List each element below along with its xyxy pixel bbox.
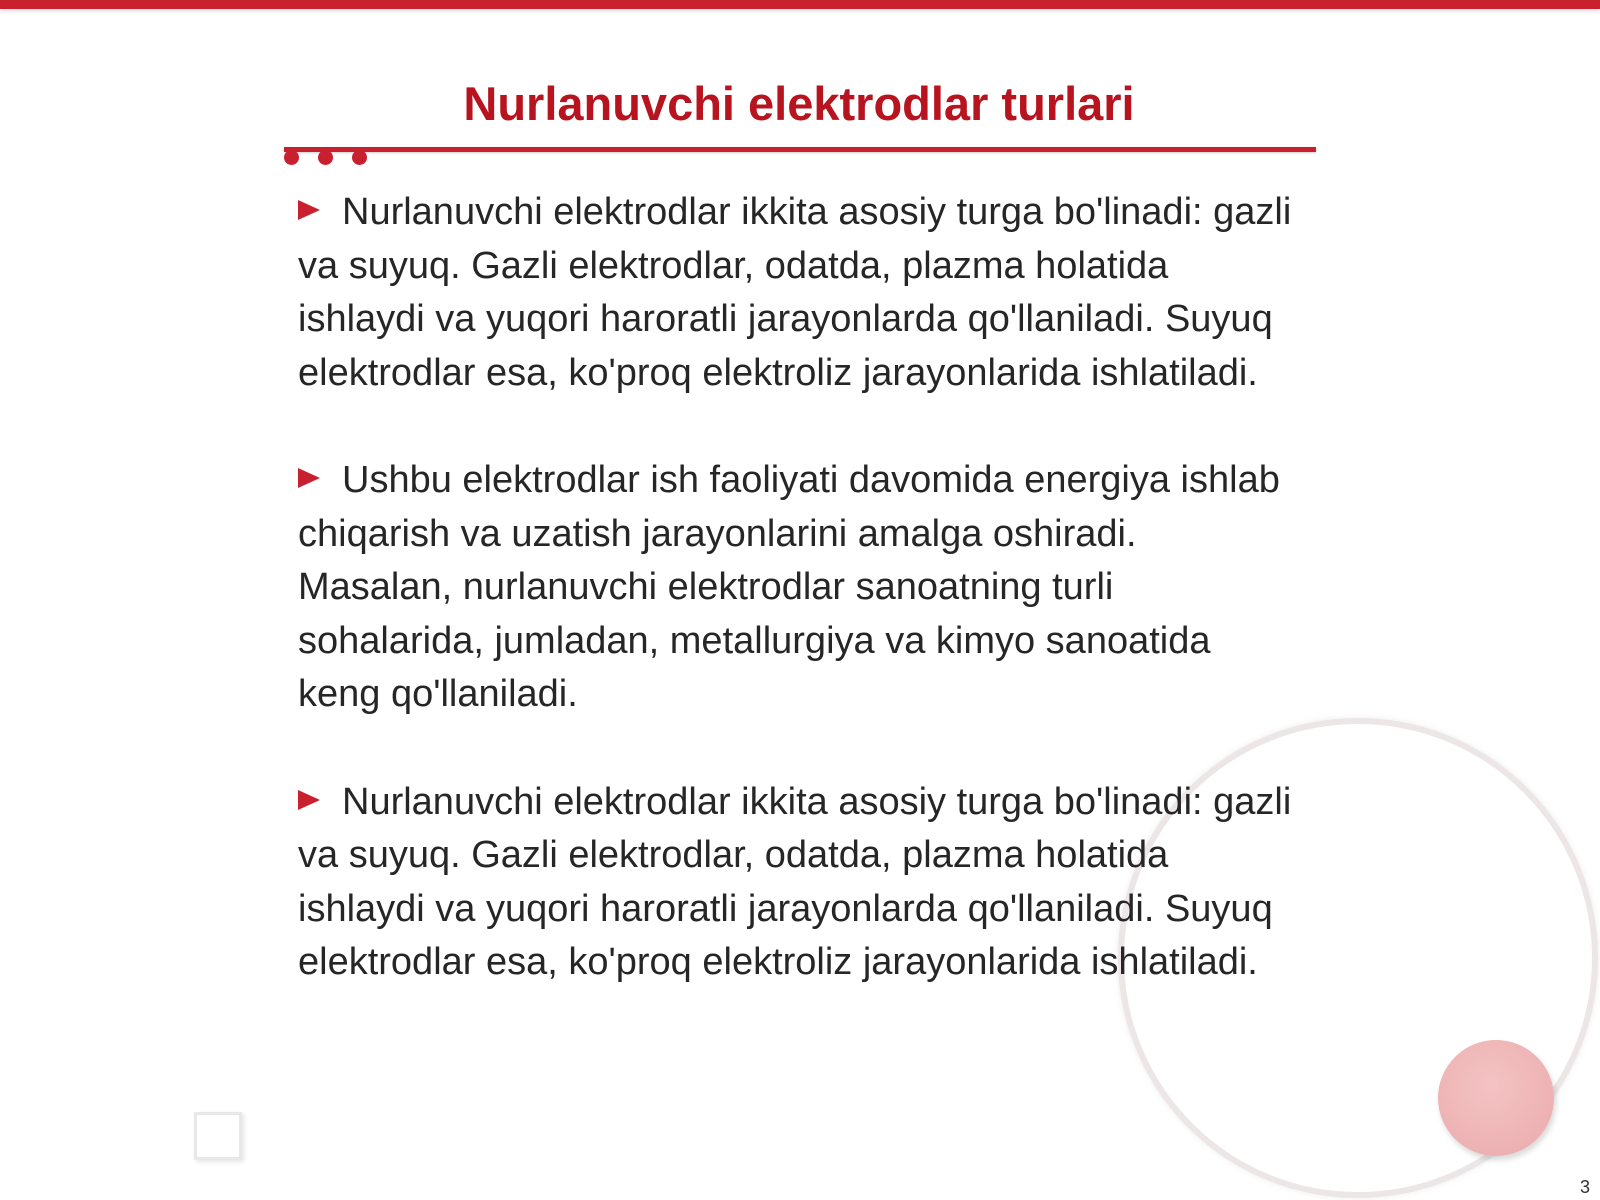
underline-dot: [318, 150, 333, 165]
bullet-item: [298, 186, 1298, 400]
triangle-bullet-icon: [298, 468, 320, 488]
bullet-text: Ushbu elektrodlar ish faoliyati davomida energiya ishlab chiqarish va uzatish jarayonlarini amalga oshiradi. Masalan, nurlanuvchi elektrodlar sanoatning turli sohalarida, jumladan, metallurgiya va kimyo sanoatida keng qo'llaniladi.: [298, 459, 1280, 715]
triangle-bullet-icon: [298, 200, 320, 220]
page-number: 3: [1579, 1177, 1590, 1197]
bullet-text: Nurlanuvchi elektrodlar ikkita asosiy turga bo'linadi: gazli va suyuq. Gazli elektrodlar, odatda, plazma holatida ishlaydi va yuqori haroratli jarayonlarda qo'llaniladi. Suyuq elektrodlar esa, ko'proq elektroliz jarayonlarida ishlatiladi.: [298, 780, 1292, 983]
triangle-bullet-icon: [298, 790, 320, 810]
decorative-square: [194, 1112, 242, 1160]
decorative-circle: [1438, 1040, 1554, 1156]
bullet-list: [298, 186, 1298, 1044]
underline-dot: [284, 150, 299, 165]
slide-title: Nurlanuvchi elektrodlar turlari: [463, 77, 1135, 130]
title-underline: [284, 147, 1316, 152]
bullet-item: [298, 776, 1298, 990]
bullet-item: [298, 454, 1298, 722]
underline-dot: [352, 150, 367, 165]
bullet-text: Nurlanuvchi elektrodlar ikkita asosiy turga bo'linadi: gazli va suyuq. Gazli elektrodlar, odatda, plazma holatida ishlaydi va yuqori haroratli jarayonlarda qo'llaniladi. Suyuq elektrodlar esa, ko'proq elektroliz jarayonlarida ishlatiladi.: [298, 191, 1292, 394]
top-accent-bar: [0, 0, 1600, 9]
